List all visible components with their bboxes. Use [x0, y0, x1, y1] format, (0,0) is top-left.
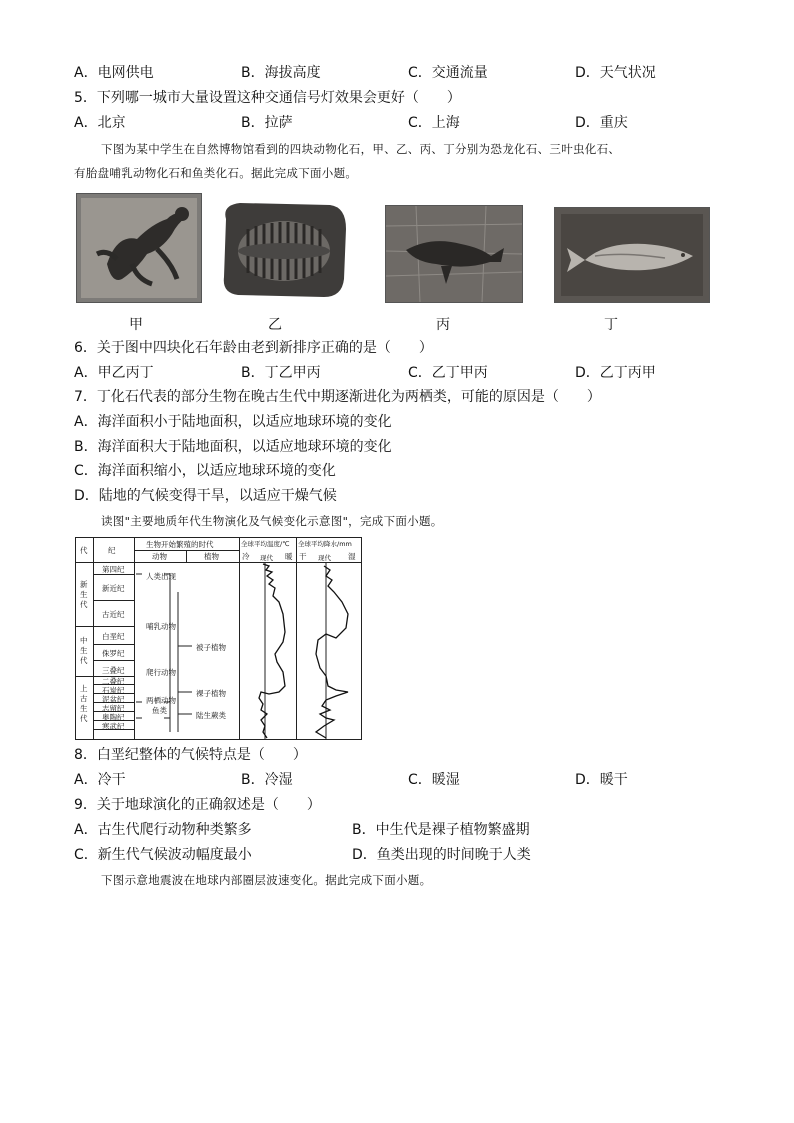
chart-precip-wet: 湿 [348, 552, 356, 561]
chart-era-cenozoic: 新生代 [80, 580, 88, 609]
chart-period: 古近纪 [102, 610, 125, 619]
temperature-curve [239, 562, 296, 739]
q4-option-c: C．交通流量 [408, 65, 488, 81]
chart-plant: 裸子植物 [196, 689, 226, 698]
q9-option-c: C．新生代气候波动幅度最小 [74, 847, 252, 863]
fossil-label-yi: 乙 [268, 317, 282, 333]
chart-temp-warm: 暖 [285, 552, 293, 561]
q6-stem: 6．关于图中四块化石年龄由老到新排序正确的是（ ） [74, 340, 433, 356]
chart-header-period: 纪 [108, 546, 116, 555]
q8-option-a: A．冷干 [74, 772, 126, 788]
fossil-label-bing: 丙 [436, 317, 450, 333]
q5-option-c: C．上海 [408, 115, 460, 131]
q9-option-d: D．鱼类出现的时间晚于人类 [352, 847, 531, 863]
fossil-label-jia: 甲 [129, 317, 143, 333]
fossil-intro-line2: 有胎盘哺乳动物化石和鱼类化石。据此完成下面小题。 [74, 166, 358, 180]
chart-period: 第四纪 [102, 565, 125, 574]
fossil-image-bing [385, 205, 523, 303]
q9-option-a: A．古生代爬行动物种类繁多 [74, 822, 252, 838]
q8-option-d: D．暖干 [575, 772, 628, 788]
chart-animal: 爬行动物 [146, 668, 176, 677]
chart-period: 泥盆纪 [102, 695, 125, 704]
precipitation-curve [296, 562, 361, 739]
q6-option-a: A．甲乙丙丁 [74, 365, 154, 381]
chart-header-era: 代 [80, 546, 88, 555]
q4-option-d: D．天气状况 [575, 65, 656, 81]
chart-header-plant: 植物 [204, 552, 219, 561]
chart-animal: 哺乳动物 [146, 622, 176, 631]
chart-era-paleozoic: 古生代 [80, 694, 88, 723]
chart-period: 三叠纪 [102, 666, 125, 675]
chart-plant: 被子植物 [196, 643, 226, 652]
q4-option-a: A．电网供电 [74, 65, 154, 81]
q8-stem: 8．白垩纪整体的气候特点是（ ） [74, 747, 307, 763]
chart-temp-cold: 冷 [242, 552, 250, 561]
chart-period: 二叠纪 [102, 677, 125, 686]
q6-option-d: D．乙丁丙甲 [575, 365, 656, 381]
chart-temp-now: 现代 [260, 554, 273, 562]
q5-option-a: A．北京 [74, 115, 126, 131]
chart-period: 志留纪 [102, 704, 125, 713]
chart-animal: 人类出现 [146, 572, 176, 581]
q6-option-c: C．乙丁甲丙 [408, 365, 488, 381]
chart-header-flourish: 生物开始繁殖的时代 [146, 540, 214, 549]
chart-period: 寒武纪 [102, 722, 125, 731]
chart-precip-now: 现代 [318, 554, 331, 562]
chart-header-temp: 全球平均温度/℃ [241, 540, 290, 548]
fossil-image-ding [554, 207, 710, 303]
chart-header-precip: 全球平均降水/mm [298, 540, 352, 548]
fossil-intro-line1: 下图为某中学生在自然博物馆看到的四块动物化石，甲、乙、丙、丁分别为恐龙化石、三叶虫化石、 [101, 142, 621, 156]
chart-period: 新近纪 [102, 584, 125, 593]
q8-option-b: B．冷湿 [241, 772, 293, 788]
q7-option-b: B．海洋面积大于陆地面积，以适应地球环境的变化 [74, 439, 392, 455]
q7-option-a: A．海洋面积小于陆地面积，以适应地球环境的变化 [74, 414, 392, 430]
chart-intro: 读图"主要地质年代生物演化及气候变化示意图"，完成下面小题。 [101, 514, 443, 528]
seismic-intro: 下图示意地震波在地球内部圈层波速变化。据此完成下面小题。 [101, 873, 432, 887]
chart-plant: 陆生蕨类 [196, 711, 226, 720]
chart-precip-dry: 干 [299, 552, 307, 561]
q7-stem: 7．丁化石代表的部分生物在晚古生代中期逐渐进化为两栖类，可能的原因是（ ） [74, 389, 601, 405]
chart-period: 侏罗纪 [102, 649, 125, 658]
q9-stem: 9．关于地球演化的正确叙述是（ ） [74, 797, 321, 813]
fossil-label-ding: 丁 [604, 317, 618, 333]
fossil-image-yi [218, 199, 350, 301]
chart-animal: 鱼类 [152, 706, 167, 715]
fossil-image-jia [76, 193, 202, 303]
q7-option-c: C．海洋面积缩小，以适应地球环境的变化 [74, 463, 336, 479]
chart-header-animal: 动物 [152, 552, 167, 561]
q5-stem: 5．下列哪一城市大量设置这种交通信号灯效果会更好（ ） [74, 90, 461, 106]
chart-era-paleo-prefix: 上 [80, 684, 88, 693]
chart-period: 石炭纪 [102, 686, 125, 695]
chart-period: 白垩纪 [102, 632, 125, 641]
q9-option-b: B．中生代是裸子植物繁盛期 [352, 822, 530, 838]
chart-animal: 两栖动物 [146, 696, 176, 705]
q7-option-d: D．陆地的气候变得干旱，以适应干燥气候 [74, 488, 337, 504]
chart-period: 奥陶纪 [102, 713, 125, 722]
q5-option-b: B．拉萨 [241, 115, 293, 131]
q4-option-b: B．海拔高度 [241, 65, 321, 81]
chart-era-mesozoic: 中生代 [80, 636, 88, 665]
q8-option-c: C．暖湿 [408, 772, 460, 788]
geologic-time-chart [75, 537, 362, 740]
q5-option-d: D．重庆 [575, 115, 628, 131]
q6-option-b: B．丁乙甲丙 [241, 365, 321, 381]
